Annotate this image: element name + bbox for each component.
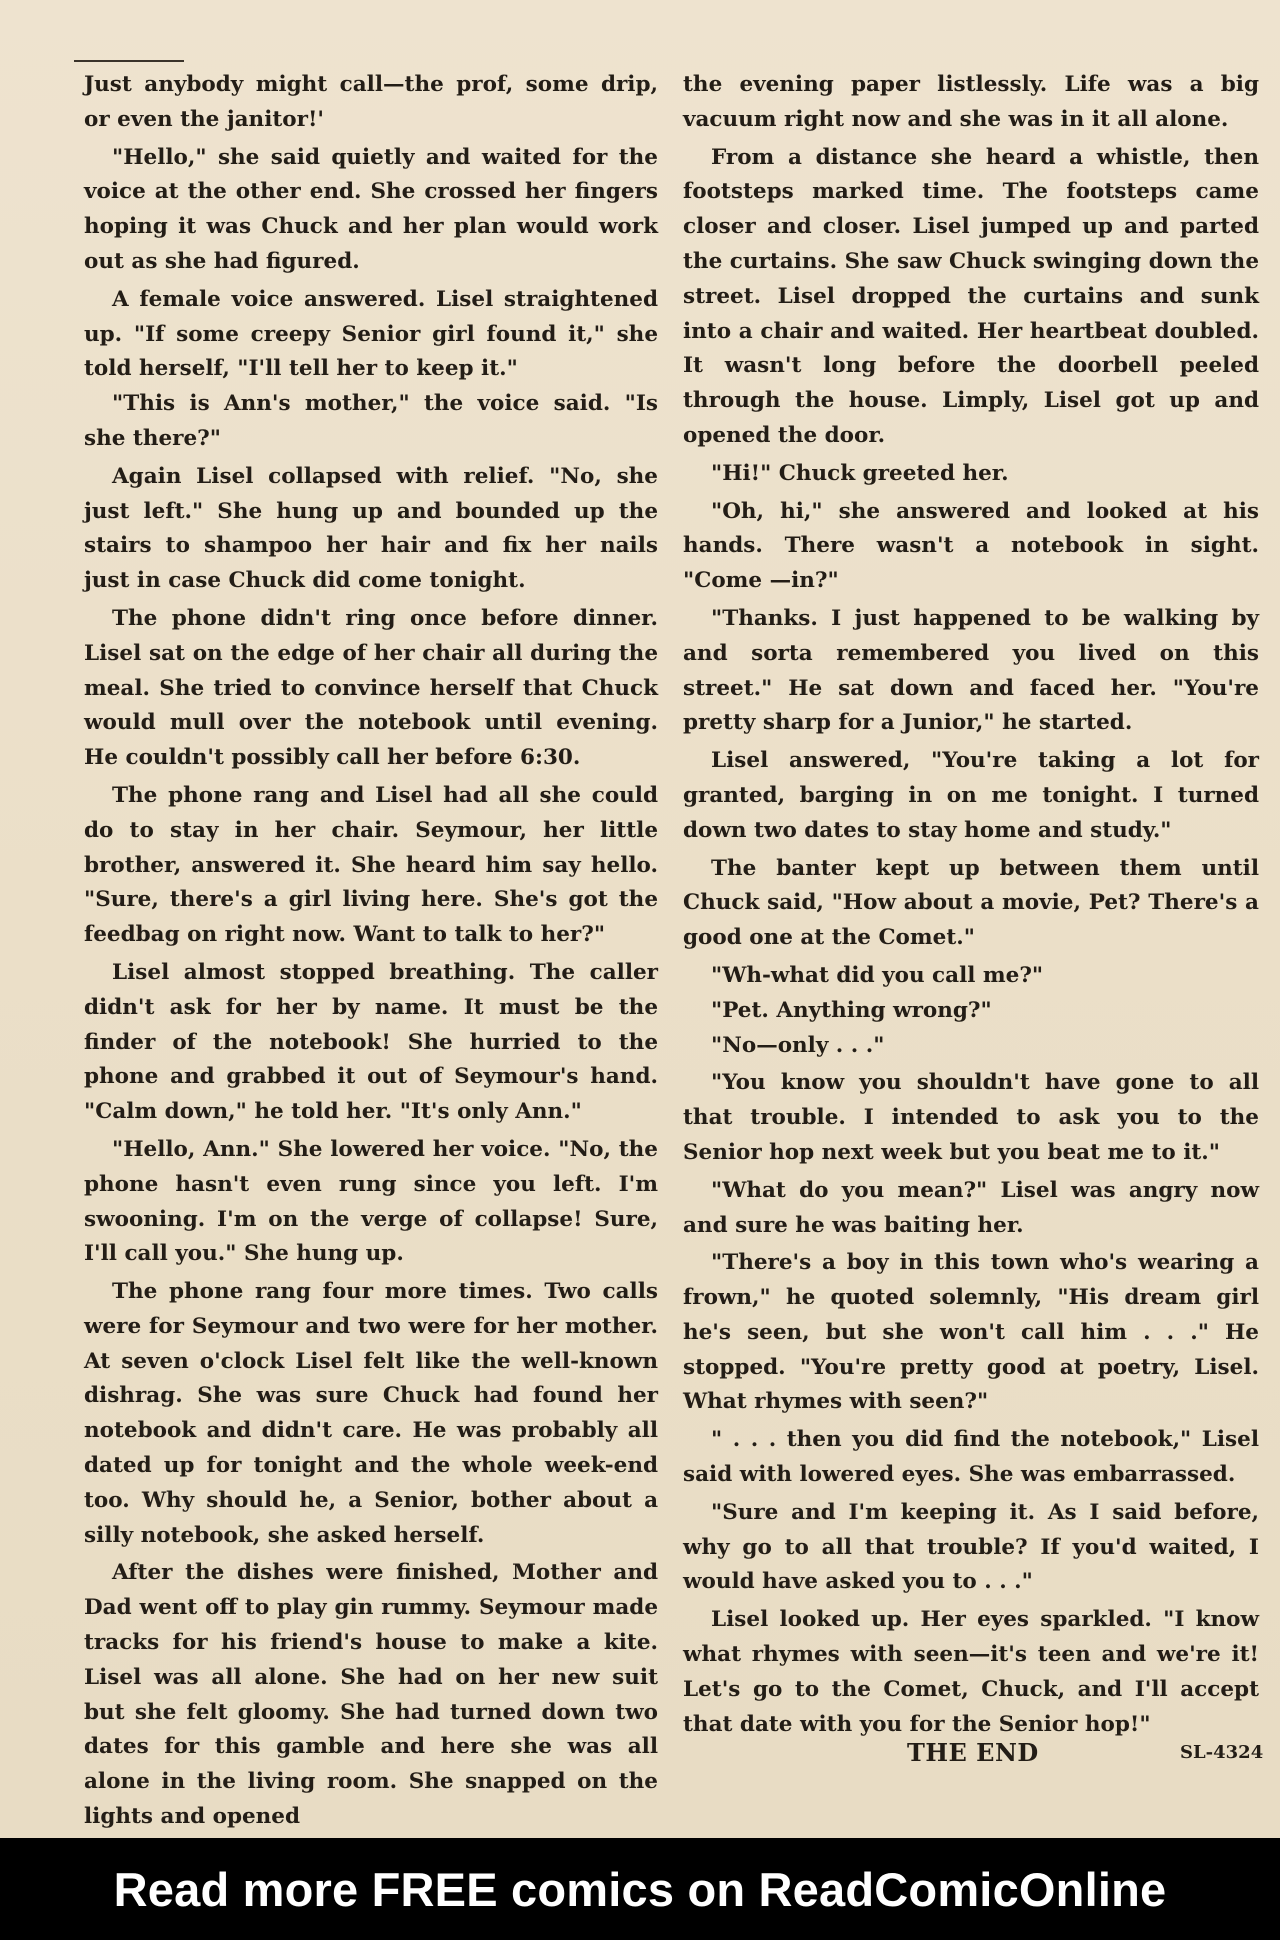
paragraph: After the dishes were finished, Mother and Dad went off to play gin rummy. Seymour made tracks for his friend's house to make a kite. Lisel was all alone. She had on her new suit but she felt gloomy. She had turned down two dates for this gamble and here she was all alone in the living room. She snapped on the lights and opened xyxy=(84,1560,658,1830)
paragraph: "Hello," she said quietly and waited for the voice at the other end. She crossed her fingers hoping it was Chuck and her plan would work out as she had figured. xyxy=(84,144,658,274)
left-text-column xyxy=(84,68,658,1835)
paragraph: The phone didn't ring once before dinner. Lisel sat on the edge of her chair all during the meal. She tried to convince herself that Chuck would mull over the notebook until evening. He couldn't possibly call her before 6:30. xyxy=(84,605,658,771)
paragraph: Again Lisel collapsed with relief. "No, she just left." She hung up and bounded up the stairs to shampoo her hair and fix her nails just in case Chuck did come tonight. xyxy=(84,463,658,594)
paragraph: "Wh-what did you call me?" xyxy=(711,962,1044,988)
paragraph: "Pet. Anything wrong?" xyxy=(711,997,992,1023)
promo-banner[interactable] xyxy=(0,1838,1280,1940)
paragraph: "You know you shouldn't have gone to all that trouble. I intended to ask you to the Senior hop next week but you beat me to it." xyxy=(683,1070,1259,1165)
paragraph: "Thanks. I just happened to be walking by and sorta remembered you lived on this street." He sat down and faced her. "You're pretty sharp for a Junior," he started. xyxy=(683,605,1259,736)
the-end-label: THE END xyxy=(907,1738,1039,1767)
top-rule xyxy=(74,60,184,62)
paragraph: "Hello, Ann." She lowered her voice. "No, the phone hasn't even rung since you left. I'm swooning. I'm on the verge of collapse! Sure, I'll call you." She hung up. xyxy=(84,1136,658,1267)
paragraph: "This is Ann's mother," the voice said. "Is she there?" xyxy=(84,391,658,451)
paragraph: " . . . then you did find the notebook," Lisel said with lowered eyes. She was embarrassed. xyxy=(683,1427,1259,1488)
paragraph: "What do you mean?" Lisel was angry now and sure he was baiting her. xyxy=(683,1177,1259,1238)
paragraph: "No—only . . ." xyxy=(711,1032,885,1058)
paragraph: From a distance she heard a whistle, then footsteps marked time. The footsteps came closer and closer. Lisel jumped up and parted the curtains. She saw Chuck swinging down the street. Lisel dropped the curtains and sunk into a chair and waited. Her heartbeat doubled. It wasn't long before the doorbell peeled through the house. Limply, Lisel got up and opened the door. xyxy=(683,144,1259,448)
paragraph: Lisel looked up. Her eyes sparkled. "I know what rhymes with seen—it's teen and we're it! Let's go to the Comet, Chuck, and I'll accept that date with you for the Senior hop!" xyxy=(683,1607,1259,1737)
paragraph: Just anybody might call—the prof, some drip, or even the janitor!' xyxy=(84,72,658,132)
paragraph: "There's a boy in this town who's wearing a frown," he quoted solemnly, "His dream girl he's seen, but she won't call him . . ." He stopped. "You're pretty good at poetry, Lisel. What rhymes with seen?" xyxy=(683,1250,1259,1415)
paragraph: "Hi!" Chuck greeted her. xyxy=(711,460,1009,486)
page-code: SL-4324 xyxy=(1180,1742,1264,1763)
paragraph: Lisel answered, "You're taking a lot for granted, barging in on me tonight. I turned down two dates to stay home and study." xyxy=(683,748,1259,843)
paragraph: A female voice answered. Lisel straightened up. "If some creepy Senior girl found it," she told herself, "I'll tell her to keep it." xyxy=(84,286,658,382)
paragraph: "Sure and I'm keeping it. As I said before, why go to all that trouble? If you'd waited, I would have asked you to . . ." xyxy=(683,1499,1259,1595)
paragraph: The banter kept up between them until Chuck said, "How about a movie, Pet? There's a good one at the Comet." xyxy=(683,855,1259,951)
paragraph: Lisel almost stopped breathing. The caller didn't ask for her by name. It must be the finder of the notebook! She hurried to the phone and grabbed it out of Seymour's hand. "Calm down," he told her. "It's only Ann." xyxy=(84,959,658,1125)
paragraph: "Oh, hi," she answered and looked at his hands. There wasn't a notebook in sight. "Come —in?" xyxy=(683,498,1259,594)
promo-banner-text[interactable]: Read more FREE comics on ReadComicOnline xyxy=(113,1862,1167,1916)
paragraph: The phone rang and Lisel had all she could do to stay in her chair. Seymour, her little brother, answered it. She heard him say hello. "Sure, there's a girl living here. She's got the feedbag on right now. Want to talk to her?" xyxy=(84,782,658,948)
paragraph: The phone rang four more times. Two calls were for Seymour and two were for her mother. At seven o'clock Lisel felt like the well-known dishrag. She was sure Chuck had found her notebook and didn't care. He was probably all dated up for tonight and the whole week-end too. Why should he, a Senior, bother about a silly notebook, she asked herself. xyxy=(84,1279,658,1548)
right-text-column xyxy=(683,68,1259,1742)
paragraph: the evening paper listlessly. Life was a big vacuum right now and she was in it all alone. xyxy=(683,72,1259,132)
